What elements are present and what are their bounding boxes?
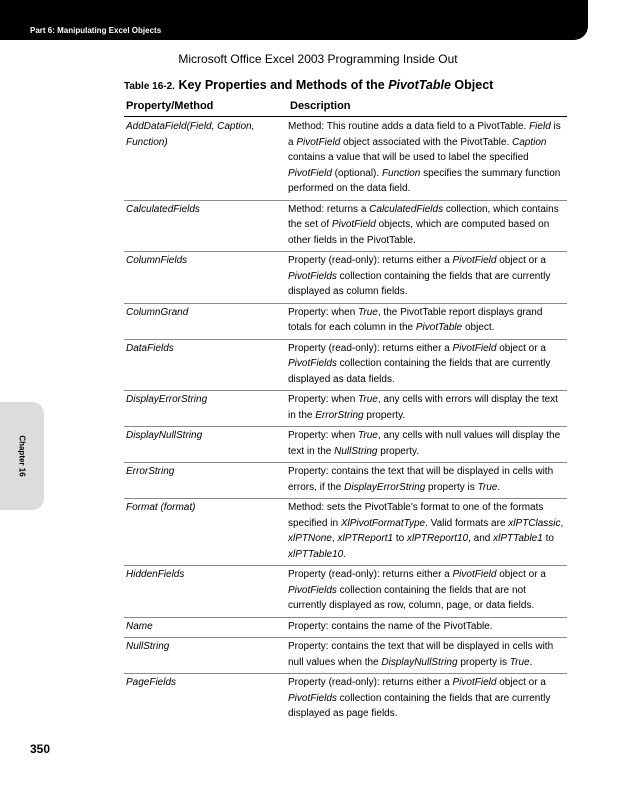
member-name: PageFields xyxy=(126,677,177,688)
member-name: DisplayNullString xyxy=(126,430,203,441)
member-name: DataFields xyxy=(126,342,174,354)
description-segment: collection containing the fields that are currently displayed as data fields. xyxy=(288,358,551,385)
description-segment: object or a xyxy=(496,255,546,266)
description-segment: object or a xyxy=(496,569,546,580)
member-description xyxy=(286,340,567,391)
member-description xyxy=(286,391,567,426)
description-segment: , xyxy=(331,533,338,544)
description-segment: PivotField xyxy=(452,255,497,266)
description-segment: PivotFields xyxy=(288,270,337,282)
table-row xyxy=(124,340,567,392)
description-segment: CalculatedFields xyxy=(369,203,444,215)
description-segment: Property (read-only): returns either a xyxy=(288,569,453,580)
description-segment: Method: sets the PivotTable's format to one of the formats specified in xyxy=(288,502,544,529)
member-name: NullString xyxy=(126,641,170,652)
member-name: ErrorString xyxy=(126,466,175,477)
table-number: Table 16-2. xyxy=(124,81,175,92)
caption-suffix: Object xyxy=(450,78,494,92)
column-header-description: Description xyxy=(290,100,351,112)
description-segment: xlPTTable1 xyxy=(493,533,543,544)
description-segment: to xyxy=(542,533,554,544)
description-segment: PivotField xyxy=(452,569,497,580)
description-segment: Property: when xyxy=(288,394,359,405)
description-segment: collection containing the fields that are currently displayed as column fields. xyxy=(288,270,551,297)
description-segment: xlPTReport10 xyxy=(406,533,469,544)
description-segment: Field xyxy=(529,121,551,132)
description-segment: property. xyxy=(377,445,419,457)
description-segment: property is xyxy=(425,481,478,493)
description-segment: , the PivotTable report displays grand totals for each column in the xyxy=(288,306,543,333)
description-segment: Method: This routine adds a data field to a PivotTable. xyxy=(288,121,530,132)
description-segment: Function xyxy=(381,167,421,179)
description-segment: True xyxy=(358,430,378,441)
description-segment: PivotField xyxy=(452,342,497,354)
description-segment: PivotTable xyxy=(415,322,463,333)
description-segment: PivotFields xyxy=(288,358,337,369)
description-segment: PivotFields xyxy=(288,692,337,704)
description-segment: property is xyxy=(457,656,510,668)
member-description xyxy=(286,463,567,498)
description-segment: DisplayErrorString xyxy=(344,481,426,493)
description-segment: NullString xyxy=(334,445,378,457)
description-segment: , xyxy=(560,517,564,529)
part-label: Part 6: Manipulating Excel Objects xyxy=(30,26,162,35)
description-segment: , any cells with errors will display the text in the xyxy=(288,394,558,421)
description-segment: PivotField xyxy=(331,219,376,230)
member-description xyxy=(286,201,567,252)
description-segment: xlPTClassic xyxy=(508,517,561,529)
description-segment: Property: contains the text that will be displayed in cells with errors, if the xyxy=(288,466,554,493)
description-segment: . xyxy=(343,548,347,560)
description-segment: Property: when xyxy=(288,430,359,441)
column-header-property: Property/Method xyxy=(126,100,214,112)
description-segment: True xyxy=(358,394,378,405)
description-segment: xlPTReport1 xyxy=(337,533,394,544)
description-segment: True xyxy=(509,656,530,668)
description-segment: collection containing the fields that are not currently displayed as row, column, page, or data fields. xyxy=(288,584,535,611)
table-row xyxy=(124,118,567,201)
description-segment: contains a value that will be used to label the specified xyxy=(288,152,529,163)
description-segment: object associated with the PivotTable. xyxy=(340,136,513,148)
description-segment: Property (read-only): returns either a xyxy=(288,677,453,688)
running-title: Microsoft Office Excel 2003 Programming Inside Out xyxy=(178,52,458,66)
member-name: ColumnGrand xyxy=(126,306,189,318)
description-segment: Property (read-only): returns either a xyxy=(288,255,453,266)
table-row xyxy=(124,499,567,566)
table-body xyxy=(124,118,567,725)
description-segment: PivotField xyxy=(296,136,341,148)
caption-italic: PivotTable xyxy=(388,78,451,92)
member-name: ColumnFields xyxy=(126,255,188,266)
description-segment: PivotField xyxy=(452,677,497,688)
description-segment: is a xyxy=(288,121,561,148)
description-segment: Property (read-only): returns either a xyxy=(288,342,453,354)
member-name: DisplayErrorString xyxy=(126,394,208,405)
table-caption xyxy=(124,78,493,92)
table-row xyxy=(124,674,567,725)
table-header xyxy=(124,98,567,117)
table-row xyxy=(124,427,567,463)
description-segment: collection containing the fields that are currently displayed as page fields. xyxy=(288,692,551,719)
description-segment: objects, which are computed based on other fields in the PivotTable. xyxy=(288,219,550,246)
member-name: HiddenFields xyxy=(126,569,185,580)
description-segment: xlPTTable10 xyxy=(288,548,344,560)
description-segment: PivotFields xyxy=(288,584,337,596)
member-description xyxy=(286,304,567,339)
description-segment: collection, which contains the set of xyxy=(288,203,559,230)
description-segment: Property: contains the name of the PivotTable. xyxy=(288,620,493,632)
member-description xyxy=(286,566,567,617)
caption-text: Key Properties and Methods of the xyxy=(178,78,389,92)
description-segment: Method: returns a xyxy=(288,203,370,215)
member-description xyxy=(286,252,567,303)
member-name: CalculatedFields xyxy=(126,203,200,215)
description-segment: . Valid formats are xyxy=(425,517,509,529)
description-segment: object or a xyxy=(496,677,546,688)
description-segment: Property: contains the text that will be displayed in cells with null values when the xyxy=(288,641,554,668)
member-description xyxy=(286,674,567,725)
member-name: Name xyxy=(126,620,153,632)
table-row xyxy=(124,391,567,427)
member-name: Format (format) xyxy=(126,502,196,513)
member-name: AddDataField(Field, Caption, Function) xyxy=(126,121,255,148)
description-segment: XlPivotFormatType xyxy=(340,517,426,529)
description-segment: to xyxy=(393,533,407,544)
member-description xyxy=(286,118,567,200)
description-segment: , and xyxy=(468,533,494,544)
table-row xyxy=(124,304,567,340)
member-description xyxy=(286,638,567,673)
description-segment: Property: when xyxy=(288,306,359,318)
member-description xyxy=(286,618,567,638)
description-segment: PivotField xyxy=(288,167,332,179)
description-segment: , any cells with null values will display the text in the xyxy=(288,430,561,457)
description-segment: object. xyxy=(462,322,495,333)
table-row xyxy=(124,566,567,618)
table-row xyxy=(124,201,567,253)
description-segment: specifies the summary function performed on the data field. xyxy=(288,167,561,194)
description-segment: . xyxy=(529,656,533,668)
chapter-label: Chapter 16 xyxy=(17,435,27,477)
member-description xyxy=(286,427,567,462)
description-segment: xlPTNone xyxy=(288,533,332,544)
description-segment: ErrorString xyxy=(315,409,364,421)
member-description xyxy=(286,499,567,565)
table-row xyxy=(124,252,567,304)
page-number: 350 xyxy=(30,742,51,756)
description-segment: Caption xyxy=(512,136,547,148)
description-segment: (optional). xyxy=(331,167,382,179)
description-segment: True xyxy=(358,306,378,318)
table-row xyxy=(124,638,567,674)
description-segment: DisplayNullString xyxy=(381,656,458,668)
description-segment: . xyxy=(497,481,501,493)
table-row xyxy=(124,618,567,639)
description-segment: object or a xyxy=(496,342,546,354)
header-bar xyxy=(0,0,588,40)
table-row xyxy=(124,463,567,499)
description-segment: property. xyxy=(363,409,406,421)
description-segment: True xyxy=(477,481,498,493)
